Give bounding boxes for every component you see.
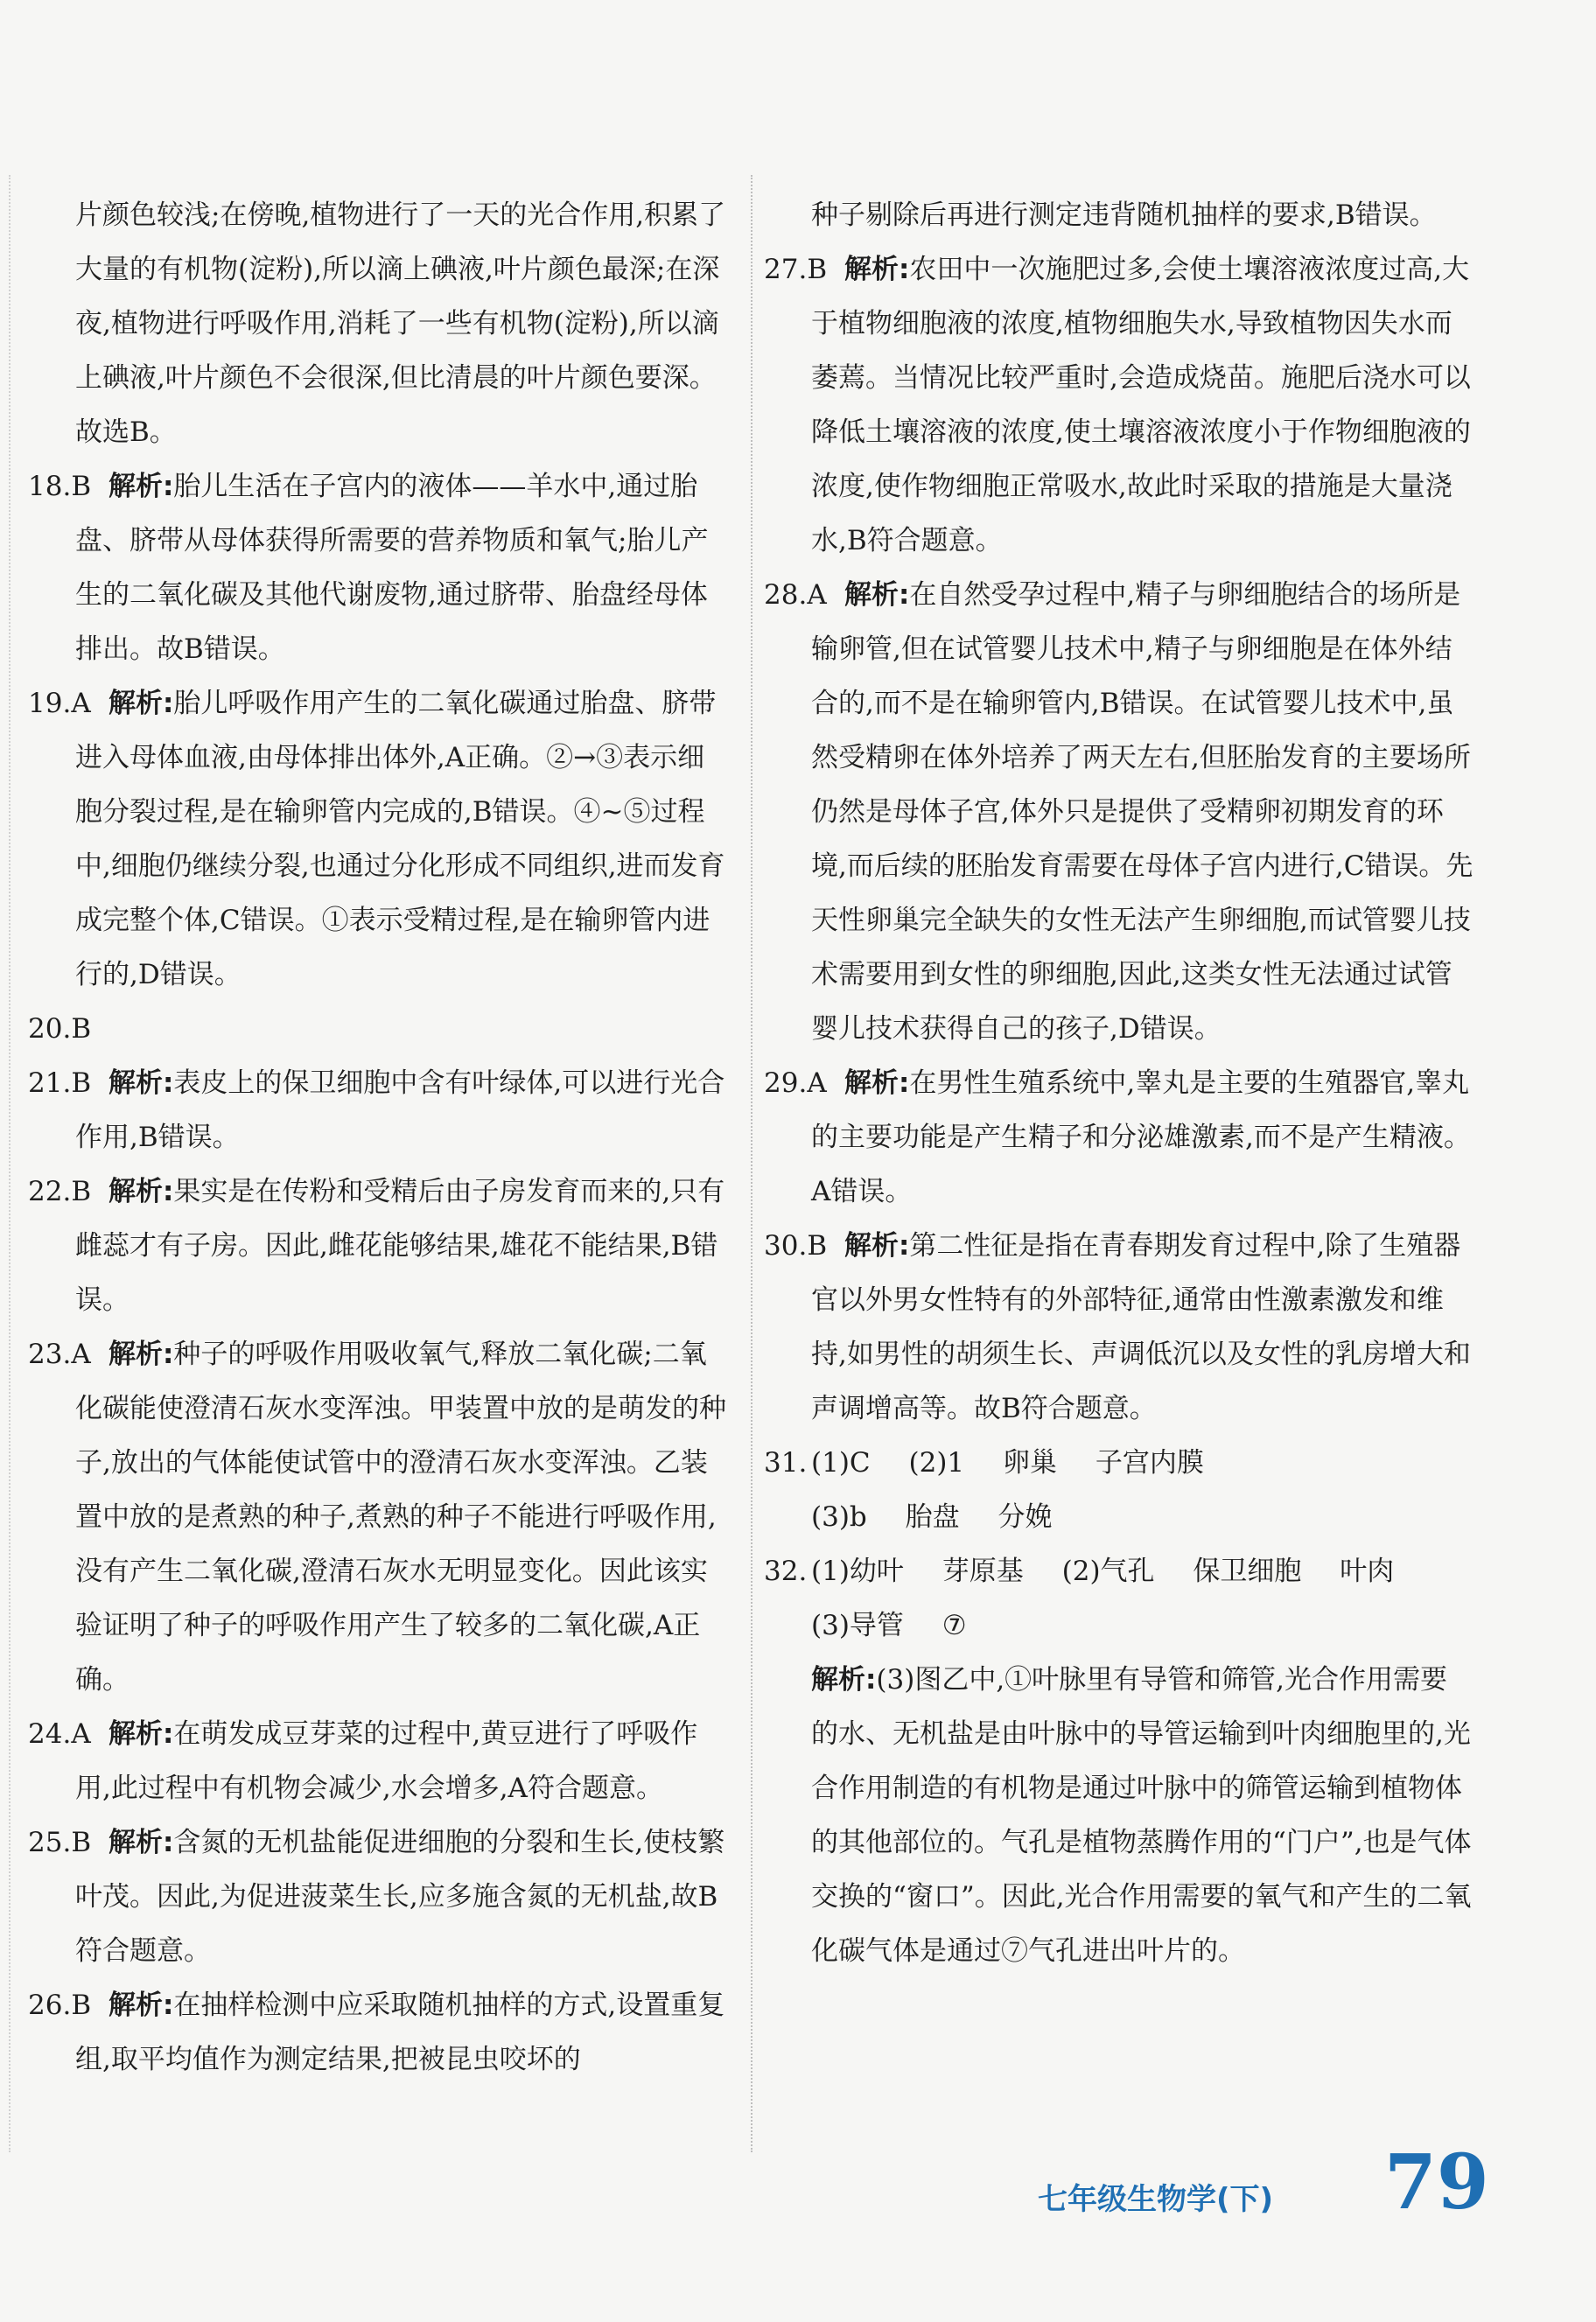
answer-part: 保卫细胞 [1193, 1556, 1302, 1587]
analysis-label: 解析: [108, 1718, 174, 1750]
item-number: 22. [28, 1176, 72, 1207]
page-number: 79 [1384, 2138, 1489, 2227]
analysis-label: 解析: [108, 1067, 174, 1099]
analysis-label: 解析: [108, 1990, 174, 2021]
right-column [764, 188, 1474, 1978]
analysis-label: 解析: [811, 1664, 877, 1696]
analysis-label: 解析: [844, 1067, 910, 1099]
analysis-label: 解析: [108, 1339, 174, 1370]
answer-item-23 [28, 1327, 728, 1707]
answer-item-19 [28, 676, 728, 1002]
left-column [28, 188, 728, 2087]
answer-item-31 [764, 1436, 1474, 1544]
item-number: 28. [764, 579, 808, 611]
answer-part: ⑦ [942, 1610, 967, 1641]
answer-letter: B [71, 1067, 92, 1099]
item-number: 27. [764, 254, 808, 285]
answer-letter: B [71, 1990, 92, 2021]
analysis-text: 表皮上的保卫细胞中含有叶绿体,可以进行光合作用,B错误。 [75, 1067, 725, 1153]
answer-item-32 [764, 1544, 1474, 1978]
analysis-label: 解析: [844, 579, 910, 611]
answer-part: 胎盘 [905, 1501, 960, 1533]
answer-part: (2)1 [908, 1447, 965, 1479]
analysis-text: 果实是在传粉和受精后由子房发育而来的,只有雌蕊才有子房。因此,雌花能够结果,雄花不能结果,B错误。 [75, 1176, 725, 1316]
analysis-text: 胎儿生活在子宫内的液体——羊水中,通过胎盘、脐带从母体获得所需要的营养物质和氧气;胎儿产生的二氧化碳及其他代谢废物,通过脐带、胎盘经母体排出。故B错误。 [75, 471, 709, 665]
answer-letter: A [71, 1339, 91, 1370]
analysis-text: 在萌发成豆芽菜的过程中,黄豆进行了呼吸作用,此过程中有机物会减少,水会增多,A符合题意。 [75, 1718, 698, 1804]
answer-item-20 [28, 1002, 728, 1056]
answer-letter: A [71, 688, 91, 719]
answer-part: (3)导管 [811, 1610, 904, 1641]
answer-item-24 [28, 1707, 728, 1815]
page-edge-rule [9, 175, 10, 2152]
answer-item-30 [764, 1219, 1474, 1436]
item-number: 25. [28, 1827, 72, 1858]
continuation-text: 种子剔除后再进行测定违背随机抽样的要求,B错误。 [811, 199, 1437, 231]
answer-part: 分娩 [998, 1501, 1053, 1533]
answer-item-21 [28, 1056, 728, 1164]
item-number: 24. [28, 1718, 72, 1750]
analysis-text: 种子的呼吸作用吸收氧气,释放二氧化碳;二氧化碳能使澄清石灰水变浑浊。甲装置中放的是萌发的种子,放出的气体能使试管中的澄清石灰水变浑浊。乙装置中放的是煮熟的种子,煮熟的种子不能进行呼吸作用,没有产生二氧化碳,澄清石灰水无明显变化。因此该实验证明了种子的呼吸作用产生了较多的二氧化碳,A正确。 [75, 1339, 726, 1696]
analysis-text: 胎儿呼吸作用产生的二氧化碳通过胎盘、脐带进入母体血液,由母体排出体外,A正确。②→③表示细胞分裂过程,是在输卵管内完成的,B错误。④~⑤过程中,细胞仍继续分裂,也通过分化形成不同组织,进而发育成完整个体,C错误。①表示受精过程,是在输卵管内进行的,D错误。 [75, 688, 725, 990]
item-number: 21. [28, 1067, 72, 1099]
answer-letter: A [807, 1067, 827, 1099]
analysis-text: 在抽样检测中应采取随机抽样的方式,设置重复组,取平均值作为测定结果,把被昆虫咬坏的 [75, 1990, 725, 2075]
item-number: 29. [764, 1067, 808, 1099]
answer-letter: B [807, 1230, 828, 1262]
answer-item-25 [28, 1815, 728, 1978]
answer-item-27 [764, 242, 1474, 568]
answer-part: (2)气孔 [1061, 1556, 1155, 1587]
continuation-text: 片颜色较浅;在傍晚,植物进行了一天的光合作用,积累了大量的有机物(淀粉),所以滴上碘液,叶片颜色最深;在深夜,植物进行呼吸作用,消耗了一些有机物(淀粉),所以滴上碘液,叶片颜色不会很深,但比清晨的叶片颜色要深。故选B。 [75, 199, 726, 448]
item-number: 26. [28, 1990, 72, 2021]
answer-item-26 [28, 1978, 728, 2087]
answer-item-22 [28, 1164, 728, 1327]
book-title-label: 七年级生物学(下) [1038, 2182, 1274, 2217]
item-number: 19. [28, 688, 72, 719]
analysis-text: 第二性征是指在青春期发育过程中,除了生殖器官以外男女性特有的外部特征,通常由性激素激发和维持,如男性的胡须生长、声调低沉以及女性的乳房增大和声调增高等。故B符合题意。 [811, 1230, 1471, 1424]
analysis-text: 农田中一次施肥过多,会使土壤溶液浓度过高,大于植物细胞液的浓度,植物细胞失水,导致植物因失水而萎蔫。当情况比较严重时,会造成烧苗。施肥后浇水可以降低土壤溶液的浓度,使土壤溶液浓度小于作物细胞液的浓度,使作物细胞正常吸水,故此时采取的措施是大量浇水,B符合题意。 [811, 254, 1471, 556]
page-footer [1038, 2138, 1493, 2250]
item-number: 18. [28, 471, 72, 502]
answer-letter: B [807, 254, 828, 285]
answer-part: (1)C [811, 1447, 871, 1479]
answer-item-18 [28, 459, 728, 676]
item-number: 23. [28, 1339, 72, 1370]
analysis-label: 解析: [108, 1827, 174, 1858]
analysis-label: 解析: [844, 1230, 910, 1262]
answer-part: 叶肉 [1340, 1556, 1395, 1587]
analysis-text: 在自然受孕过程中,精子与卵细胞结合的场所是输卵管,但在试管婴儿技术中,精子与卵细胞是在体外结合的,而不是在输卵管内,B错误。在试管婴儿技术中,虽然受精卵在体外培养了两天左右,但胚胎发育的主要场所仍然是母体子宫,体外只是提供了受精卵初期发育的环境,而后续的胚胎发育需要在母体子宫内进行,C错误。先天性卵巢完全缺失的女性无法产生卵细胞,而试管婴儿技术需要用到女性的卵细胞,因此,这类女性无法通过试管婴儿技术获得自己的孩子,D错误。 [811, 579, 1474, 1045]
answer-letter: B [71, 1176, 92, 1207]
analysis-text: 在男性生殖系统中,睾丸是主要的生殖器官,睾丸的主要功能是产生精子和分泌雄激素,而不是产生精液。A错误。 [811, 1067, 1471, 1207]
column-divider [751, 175, 752, 2152]
answer-part: (3)b [811, 1501, 867, 1533]
answer-item-28 [764, 568, 1474, 1056]
answer-part: (1)幼叶 [811, 1556, 904, 1587]
answer-part: 子宫内膜 [1095, 1447, 1204, 1479]
item-number: 31. [764, 1447, 808, 1479]
answer-part: 卵巢 [1003, 1447, 1057, 1479]
analysis-label: 解析: [108, 1176, 174, 1207]
analysis-text: (3)图乙中,①叶脉里有导管和筛管,光合作用需要的水、无机盐是由叶脉中的导管运输到叶肉细胞里的,光合作用制造的有机物是通过叶脉中的筛管运输到植物体的其他部位的。气孔是植物蒸腾作用的“门户”,也是气体交换的“窗口”。因此,光合作用需要的氧气和产生的二氧化碳气体是通过⑦气孔进出叶片的。 [811, 1664, 1472, 1967]
answer-part: 芽原基 [942, 1556, 1024, 1587]
answer-letter: A [71, 1718, 91, 1750]
item-number: 30. [764, 1230, 808, 1262]
analysis-text: 含氮的无机盐能促进细胞的分裂和生长,使枝繁叶茂。因此,为促进菠菜生长,应多施含氮的无机盐,故B符合题意。 [75, 1827, 725, 1967]
answer-item-29 [764, 1056, 1474, 1219]
item-number: 32. [764, 1556, 808, 1587]
analysis-label: 解析: [108, 471, 174, 502]
answer-letter: B [71, 1013, 92, 1045]
analysis-label: 解析: [844, 254, 910, 285]
analysis-label: 解析: [108, 688, 174, 719]
answer-letter: A [807, 579, 827, 611]
item-number: 20. [28, 1013, 72, 1045]
answer-letter: B [71, 1827, 92, 1858]
answer-letter: B [71, 471, 92, 502]
